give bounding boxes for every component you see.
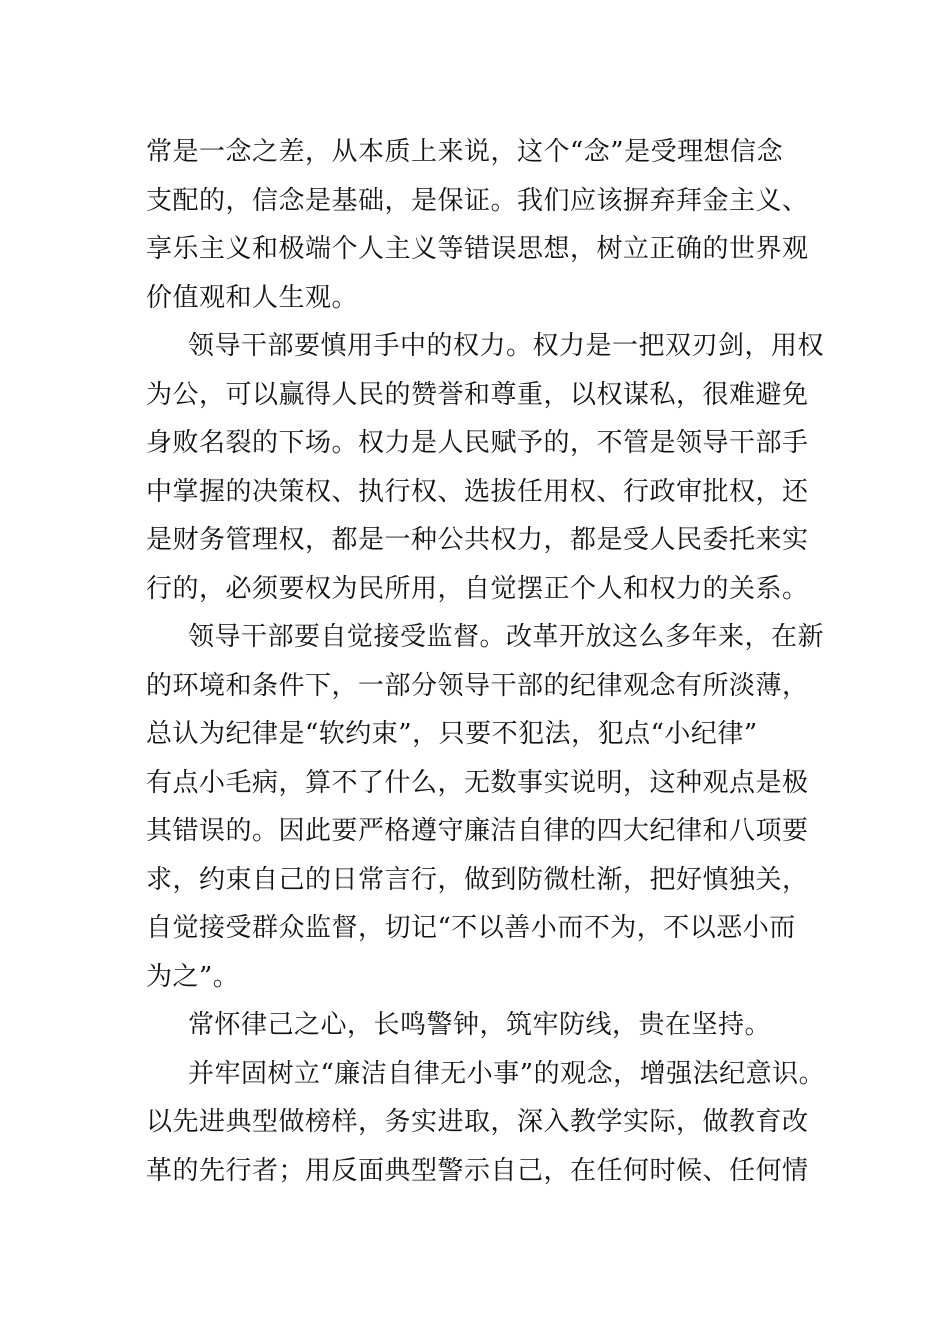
text-line: 有点小毛病，算不了什么，无数事实说明，这种观点是极 xyxy=(146,767,809,798)
text-line: 的环境和条件下，一部分领导干部的纪律观念有所淡薄， xyxy=(146,670,809,701)
text-line: 行的，必须要权为民所用，自觉摆正个人和权力的关系。 xyxy=(146,573,809,604)
paragraph-start-line: 并牢固树立“廉洁自律无小事”的观念，增强法纪意识。 xyxy=(188,1058,826,1089)
text-line: 以先进典型做榜样，务实进取，深入教学实际，做教育改 xyxy=(146,1107,809,1137)
paragraph-start-line: 领导干部要自觉接受监督。改革开放这么多年来，在新 xyxy=(188,622,825,652)
text-line: 总认为纪律是“软约束”，只要不犯法，犯点“小纪律” xyxy=(146,719,758,749)
text-line: 是财务管理权，都是一种公共权力，都是受人民委托来实 xyxy=(146,525,809,555)
text-line: 支配的，信念是基础，是保证。我们应该摒弃拜金主义、 xyxy=(146,185,809,216)
text-line: 价值观和人生观。 xyxy=(146,282,359,313)
text-line: 革的先行者；用反面典型警示自己，在任何时候、任何情 xyxy=(146,1155,809,1186)
text-line: 为之”。 xyxy=(146,961,240,992)
text-line: 自觉接受群众监督，切记“不以善小而不为，不以恶小而 xyxy=(146,913,796,943)
text-line: 中掌握的决策权、执行权、选拔任用权、行政审批权，还 xyxy=(146,476,809,507)
text-line: 享乐主义和极端个人主义等错误思想，树立正确的世界观 xyxy=(146,234,809,264)
text-line: 为公，可以赢得人民的赞誉和尊重，以权谋私，很难避免 xyxy=(146,379,809,410)
text-line: 常是一念之差，从本质上来说，这个“念”是受理想信念 xyxy=(146,137,784,167)
text-line: 其错误的。因此要严格遵守廉洁自律的四大纪律和八项要 xyxy=(146,816,809,846)
text-line: 求，约束自己的日常言行，做到防微杜渐，把好慎独关， xyxy=(146,864,809,895)
text-line: 身败名裂的下场。权力是人民赋予的，不管是领导干部手 xyxy=(146,428,809,458)
paragraph-start-line: 常怀律己之心，长鸣警钟，筑牢防线，贵在坚持。 xyxy=(188,1010,772,1040)
paragraph-start-line: 领导干部要慎用手中的权力。权力是一把双刃剑，用权 xyxy=(188,331,825,361)
body-text xyxy=(146,128,836,1195)
